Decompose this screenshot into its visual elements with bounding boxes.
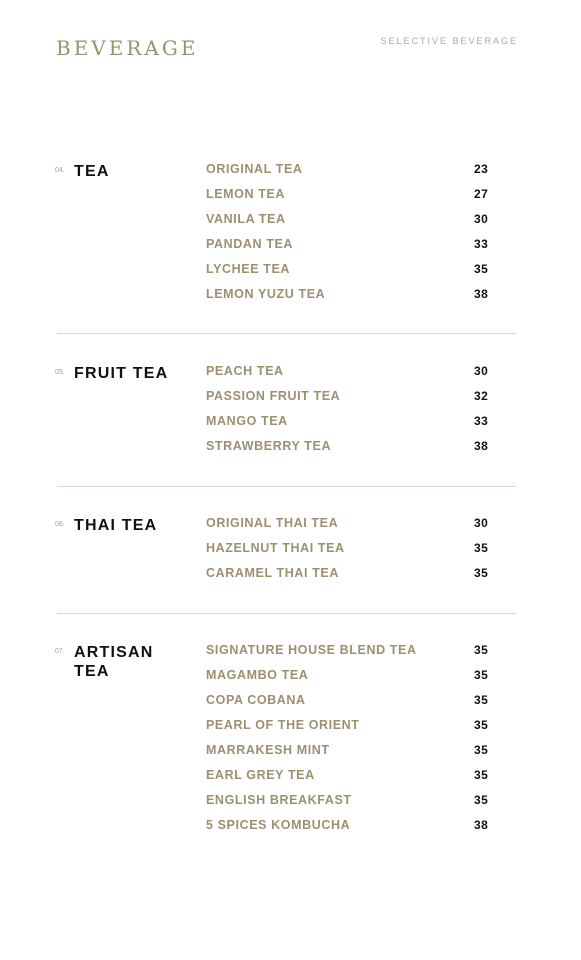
menu-item xyxy=(206,743,496,759)
item-name: LYCHEE TEA xyxy=(206,262,291,276)
menu-item xyxy=(206,262,496,278)
menu-item xyxy=(206,237,496,253)
section-title: THAI TEA xyxy=(74,517,158,534)
item-price: 35 xyxy=(474,793,489,807)
item-name: 5 SPICES KOMBUCHA xyxy=(206,818,351,832)
menu-item xyxy=(206,718,496,734)
item-name: CARAMEL THAI TEA xyxy=(206,566,339,580)
item-price: 32 xyxy=(474,389,489,403)
item-name: STRAWBERRY TEA xyxy=(206,439,332,453)
item-name: SIGNATURE HOUSE BLEND TEA xyxy=(206,643,417,657)
item-name: COPA COBANA xyxy=(206,693,306,707)
menu-item xyxy=(206,364,496,380)
item-name: PEACH TEA xyxy=(206,364,284,378)
item-price: 33 xyxy=(474,414,489,428)
item-price: 35 xyxy=(474,668,489,682)
item-price: 30 xyxy=(474,364,489,378)
menu-item xyxy=(206,566,496,582)
item-name: ORIGINAL TEA xyxy=(206,162,303,176)
item-price: 38 xyxy=(474,287,489,301)
menu-item xyxy=(206,793,496,809)
section-divider xyxy=(57,333,516,334)
menu-item xyxy=(206,162,496,178)
menu-item xyxy=(206,668,496,684)
item-name: PEARL OF THE ORIENT xyxy=(206,718,360,732)
item-price: 38 xyxy=(474,439,489,453)
item-name: LEMON TEA xyxy=(206,187,286,201)
item-name: HAZELNUT THAI TEA xyxy=(206,541,345,555)
menu-item xyxy=(206,516,496,532)
section-number: 06. xyxy=(55,521,65,528)
item-price: 35 xyxy=(474,743,489,757)
item-price: 35 xyxy=(474,262,489,276)
item-name: ORIGINAL THAI TEA xyxy=(206,516,339,530)
section-number: 07. xyxy=(55,648,65,655)
menu-item xyxy=(206,643,496,659)
header-subtitle: SELECTIVE BEVERAGE xyxy=(380,36,518,46)
item-name: LEMON YUZU TEA xyxy=(206,287,326,301)
menu-item xyxy=(206,212,496,228)
menu-item xyxy=(206,768,496,784)
item-price: 35 xyxy=(474,643,489,657)
menu-item xyxy=(206,414,496,430)
item-name: EARL GREY TEA xyxy=(206,768,315,782)
section-title: ARTISAN TEA xyxy=(74,644,154,680)
menu-item xyxy=(206,187,496,203)
item-price: 35 xyxy=(474,566,489,580)
item-price: 35 xyxy=(474,541,489,555)
menu-item xyxy=(206,541,496,557)
section-title: TEA xyxy=(74,163,110,180)
item-name: MANGO TEA xyxy=(206,414,288,428)
item-price: 23 xyxy=(474,162,489,176)
menu-item xyxy=(206,693,496,709)
item-name: ENGLISH BREAKFAST xyxy=(206,793,352,807)
section-divider xyxy=(57,486,516,487)
section-divider xyxy=(57,613,516,614)
menu-item xyxy=(206,818,496,834)
item-price: 35 xyxy=(474,768,489,782)
item-name: MAGAMBO TEA xyxy=(206,668,309,682)
item-price: 35 xyxy=(474,693,489,707)
item-price: 27 xyxy=(474,187,489,201)
item-price: 30 xyxy=(474,212,489,226)
menu-item xyxy=(206,389,496,405)
item-name: PASSION FRUIT TEA xyxy=(206,389,341,403)
menu-item xyxy=(206,439,496,455)
section-number: 04. xyxy=(55,167,65,174)
menu-item xyxy=(206,287,496,303)
item-price: 30 xyxy=(474,516,489,530)
item-price: 35 xyxy=(474,718,489,732)
item-price: 38 xyxy=(474,818,489,832)
item-name: VANILA TEA xyxy=(206,212,286,226)
section-title: FRUIT TEA xyxy=(74,365,169,382)
brand-title: BEVERAGE xyxy=(56,36,199,60)
item-name: PANDAN TEA xyxy=(206,237,294,251)
section-number: 05. xyxy=(55,369,65,376)
item-name: MARRAKESH MINT xyxy=(206,743,330,757)
item-price: 33 xyxy=(474,237,489,251)
